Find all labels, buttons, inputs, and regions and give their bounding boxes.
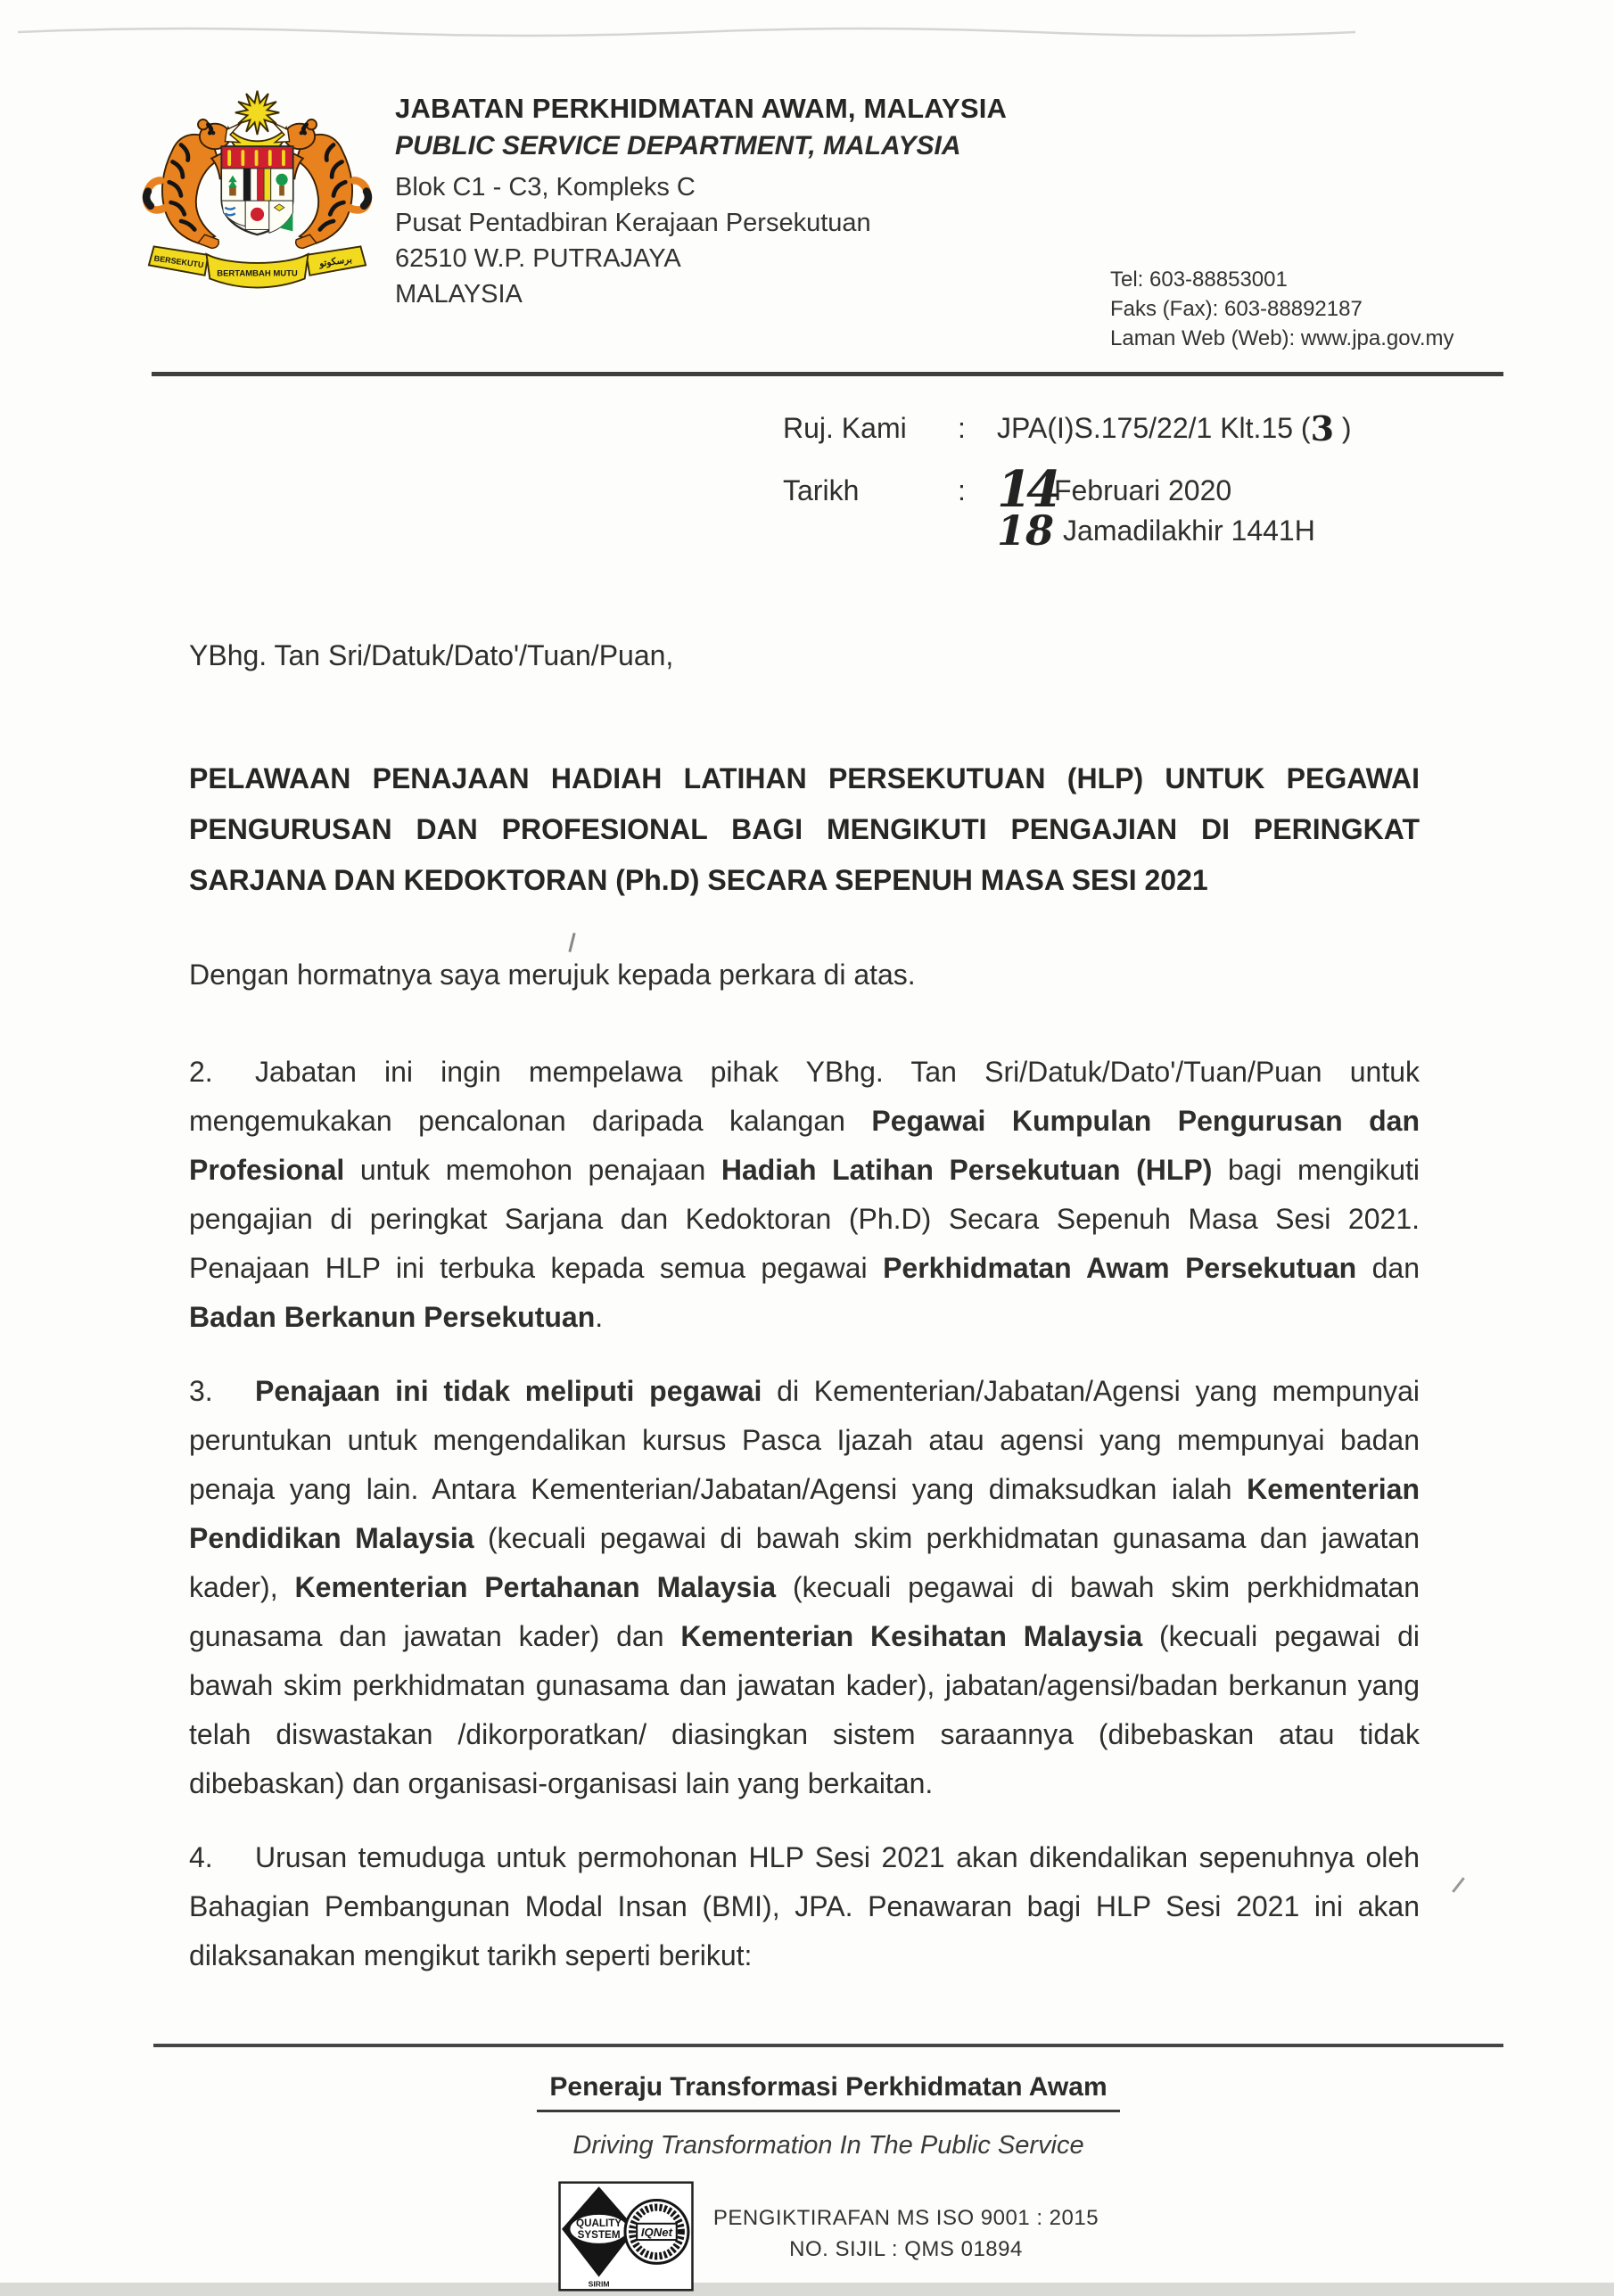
- svg-text:SYSTEM: SYSTEM: [577, 2229, 621, 2242]
- phone-number: Tel: 603-88853001: [1110, 267, 1288, 292]
- address-line: Pusat Pentadbiran Kerajaan Persekutuan: [395, 209, 871, 237]
- address-line: 62510 W.P. PUTRAJAYA: [395, 244, 681, 273]
- website-url: Laman Web (Web): www.jpa.gov.my: [1110, 326, 1454, 350]
- certification-logos: [558, 2181, 694, 2296]
- certificate-number: NO. SIJIL : QMS 01894: [789, 2237, 1023, 2261]
- salutation: YBhg. Tan Sri/Datuk/Dato'/Tuan/Puan,: [189, 639, 674, 671]
- opening-paragraph: Dengan hormatnya saya merujuk kepada perkara di atas.: [189, 959, 916, 991]
- svg-text:SIRIM: SIRIM: [588, 2279, 610, 2289]
- department-name-english: PUBLIC SERVICE DEPARTMENT, MALAYSIA: [395, 131, 961, 160]
- crest-ribbon: [149, 246, 366, 287]
- reference-block: [783, 406, 1352, 555]
- svg-text:BERSEKUTU: BERSEKUTU: [153, 253, 205, 270]
- handwritten-hijri-day: 18: [997, 506, 1055, 555]
- scan-artifact-wave: [18, 23, 1355, 39]
- svg-text:IQNet: IQNet: [640, 2226, 672, 2239]
- reference-colon: :: [958, 412, 966, 444]
- date-colon: :: [958, 474, 966, 506]
- department-name-malay: JABATAN PERKHIDMATAN AWAM, MALAYSIA: [395, 93, 1008, 124]
- header-divider-line: [152, 372, 1503, 376]
- svg-text:برسكوتو: برسكوتو: [318, 254, 353, 269]
- date-label: Tarikh: [783, 474, 860, 506]
- certification-text: [713, 2181, 1099, 2265]
- date-row: [783, 454, 1352, 519]
- paragraph-4: [189, 1833, 1420, 1980]
- address-line: MALAYSIA: [395, 280, 523, 309]
- reference-value: JPA(I)S.175/22/1 Klt.15 (3 ): [997, 408, 1352, 449]
- paragraph-2: [189, 1048, 1420, 1342]
- paragraph-text: Jabatan ini ingin mempelawa pihak YBhg. Tan Sri/Datuk/Dato'/Tuan/Puan untuk mengemukakan pencalonan daripada kalangan Pegawai Kumpulan Pengurusan dan Profesional untuk memohon penajaan Hadiah Latihan Persekutuan (HLP) bagi mengikuti pengajian di peringkat Sarjana dan Kedoktoran (Ph.D) Secara Sepenuh Masa Sesi 2021. Penajaan HLP ini terbuka kepada semua pegawai Perkhidmatan Awam Persekutuan dan Badan Berkanun Persekutuan.: [189, 1056, 1420, 1333]
- hijri-date-row: [783, 502, 1352, 555]
- paragraph-text: Penajaan ini tidak meliputi pegawai di Kementerian/Jabatan/Agensi yang mempunyai peruntukan untuk mengendalikan kursus Pasca Ijazah atau agensi yang mempunyai badan penaja yang lain. Antara Kementerian/Jabatan/Agensi yang dimaksudkan ialah Kementerian Pendidikan Malaysia (kecuali pegawai di bawah skim perkhidmatan gunasama dan jawatan kader), Kementerian Pertahanan Malaysia (kecuali pegawai di bawah skim perkhidmatan gunasama dan jawatan kader) dan Kementerian Kesihatan Malaysia (kecuali pegawai di bawah skim perkhidmatan gunasama dan jawatan kader), jabatan/agensi/badan berkanun yang telah diswastakan /dikorporatkan/ diasingkan sistem saraannya (dibebaskan atau tidak dibebaskan) dan organisasi-organisasi lain yang berkaitan.: [189, 1375, 1420, 1799]
- footer-tagline-malay: Peneraju Transformasi Perkhidmatan Awam: [153, 2072, 1503, 2112]
- address-line: Blok C1 - C3, Kompleks C: [395, 173, 696, 202]
- subject-title: PELAWAAN PENAJAAN HADIAH LATIHAN PERSEKUTUAN (HLP) UNTUK PEGAWAI PENGURUSAN DAN PROFESIONAL BAGI MENGIKUTI PENGAJIAN DI PERINGKAT SARJANA DAN KEDOKTORAN (Ph.D) SECARA SEPENUH MASA SESI 2021: [189, 762, 1420, 896]
- handwritten-copy-number: 3: [1310, 408, 1335, 449]
- svg-text:QUALITY: QUALITY: [575, 2217, 622, 2229]
- fax-number: Faks (Fax): 603-88892187: [1110, 297, 1363, 321]
- reference-number-row: [783, 406, 1352, 454]
- date-value: 14Februari 2020: [997, 460, 1232, 519]
- contact-block: [1110, 265, 1453, 353]
- reference-label: Ruj. Kami: [783, 412, 907, 444]
- paragraph-3: [189, 1367, 1420, 1808]
- footer-tagline-english: Driving Transformation In The Public Service: [572, 2131, 1084, 2160]
- hijri-date-value: 18 Jamadilakhir 1441H: [997, 506, 1315, 555]
- malaysia-coat-of-arms: [130, 80, 384, 297]
- letter-body: [189, 631, 1420, 2005]
- crest-shield: [222, 146, 293, 235]
- paragraph-number: 2.: [189, 1056, 213, 1088]
- letterhead-text-block: [395, 93, 1007, 312]
- scan-artifact-mark: [1452, 1877, 1465, 1893]
- certification-block: [153, 2181, 1503, 2296]
- department-address: [395, 169, 1007, 312]
- svg-text:BERTAMBAH MUTU: BERTAMBAH MUTU: [217, 268, 298, 279]
- paragraph-number: 3.: [189, 1375, 213, 1407]
- footer-divider-line: [153, 2044, 1503, 2047]
- handwritten-day: 14: [997, 460, 1056, 519]
- paragraph-number: 4.: [189, 1841, 213, 1873]
- crest-sun: [235, 91, 279, 135]
- iqnet-logo: [625, 2200, 688, 2263]
- paragraph-text: Urusan temuduga untuk permohonan HLP Sesi 2021 akan dikendalikan sepenuhnya oleh Bahagian Pembangunan Modal Insan (BMI), JPA. Penawaran bagi HLP Sesi 2021 ini akan dilaksanakan mengikut tarikh seperti berikut:: [189, 1841, 1420, 1971]
- iso-accreditation: PENGIKTIRAFAN MS ISO 9001 : 2015: [712, 2206, 1099, 2230]
